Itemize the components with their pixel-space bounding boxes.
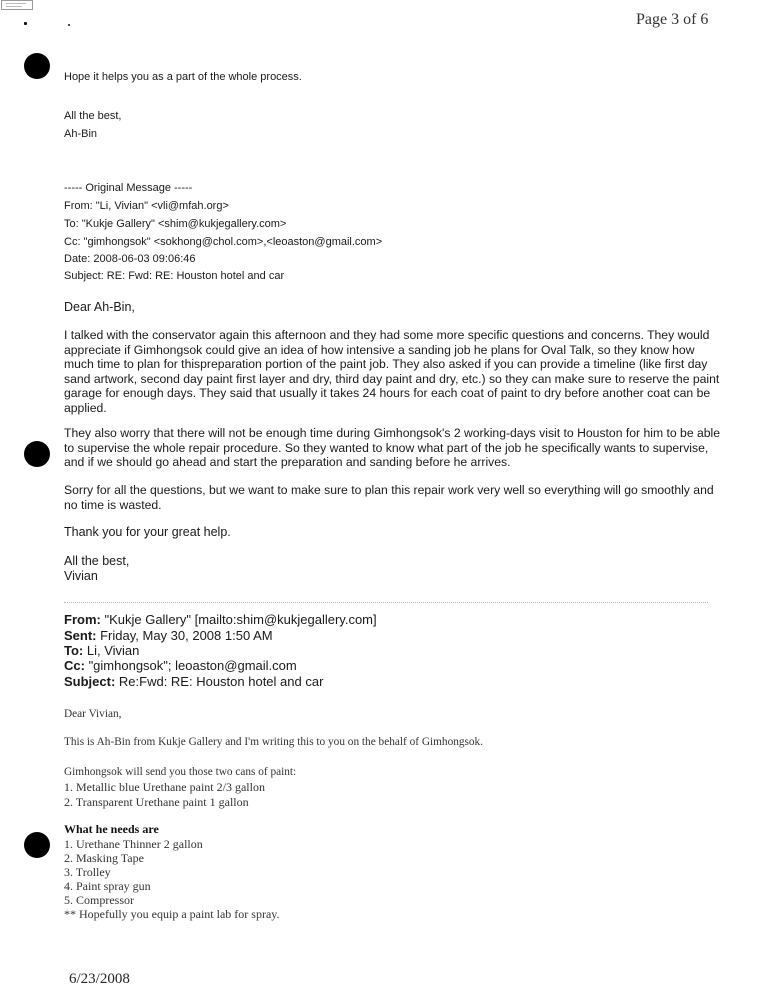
page-number: Page 3 of 6	[636, 11, 709, 28]
original-to: To: "Kukje Gallery" <shim@kukjegallery.com>	[64, 218, 287, 230]
scan-stamp	[1, 0, 33, 10]
fwd-sent-value: Friday, May 30, 2008 1:50 AM	[96, 628, 273, 643]
letter-paragraph: I talked with the conservator again this afternoon and they had some more specific questions and concerns. They would appreciate if Gimhongsok could give an idea of how intensive a sanding job he plans for Oval Talk, so they know how much time to plan for thispreparation portion of the paint job. They also asked if you can provide a timeline (like first day sand artwork, second day paint first layer and dry, third day paint and dry, etc.) so they can make sure to reserve the paint garage for enough days. They said that usually it takes 24 hours for each coat of paint to dry before another coat can be applied.	[64, 328, 720, 415]
original-message-heading: ----- Original Message -----	[64, 182, 193, 194]
intro-signature: Ah-Bin	[64, 128, 98, 140]
original-subject: Subject: RE: Fwd: RE: Houston hotel and car	[64, 270, 285, 282]
fwd-subject	[64, 674, 323, 689]
reply-intro: This is Ah-Bin from Kukje Gallery and I'm writing this to you on the behalf of Gimhongsok.	[64, 736, 484, 748]
fwd-to-value: Li, Vivian	[83, 643, 140, 658]
fwd-subject-label: Subject:	[64, 674, 116, 689]
original-cc: Cc: "gimhongsok" <sokhong@chol.com>,<leoaston@gmail.com>	[64, 236, 383, 248]
fwd-from-value: "Kukje Gallery" [mailto:shim@kukjegallery.com]	[100, 612, 377, 627]
letter-signature: Vivian	[64, 569, 98, 583]
needs-item: 2. Masking Tape	[64, 851, 144, 865]
paint-item: 2. Transparent Urethane paint 1 gallon	[64, 795, 249, 809]
needs-heading: What he needs are	[64, 822, 159, 836]
scan-mark	[68, 24, 70, 26]
original-date: Date: 2008-06-03 09:06:46	[64, 253, 196, 265]
paint-item: 1. Metallic blue Urethane paint 2/3 gallon	[64, 780, 265, 794]
punch-hole	[24, 53, 50, 79]
reply-paint-intro: Gimhongsok will send you those two cans of paint:	[64, 766, 297, 778]
original-from: From: "Li, Vivian" <vli@mfah.org>	[64, 200, 229, 212]
fwd-sent	[64, 628, 273, 643]
fwd-from-label: From:	[64, 612, 101, 627]
fwd-cc	[64, 658, 297, 673]
needs-item: 3. Trolley	[64, 865, 111, 879]
divider	[64, 602, 708, 603]
needs-item: 1. Urethane Thinner 2 gallon	[64, 837, 203, 851]
fwd-from	[64, 612, 377, 627]
reply-greeting: Dear Vivian,	[64, 708, 122, 720]
punch-hole	[24, 832, 50, 858]
fwd-to	[64, 643, 139, 658]
letter-paragraph: Sorry for all the questions, but we want to make sure to plan this repair work very well so everything will go smoothly and no time is wasted.	[64, 483, 714, 512]
letter-closing: All the best,	[64, 554, 130, 568]
fwd-to-label: To:	[64, 643, 84, 658]
needs-item: 4. Paint spray gun	[64, 879, 151, 893]
needs-item: 5. Compressor	[64, 893, 134, 907]
letter-paragraph: They also worry that there will not be enough time during Gimhongsok's 2 working-days visit to Houston for him to be able to supervise the whole repair procedure. So they wanted to know what part of the job he specifically wants to supervise, and if we should go ahead and start the preparation and sanding before he arrives.	[64, 426, 721, 470]
letter-greeting: Dear Ah-Bin,	[64, 300, 135, 314]
fwd-subject-value: Re:Fwd: RE: Houston hotel and car	[115, 674, 324, 689]
fwd-cc-label: Cc:	[64, 658, 85, 673]
intro-line: Hope it helps you as a part of the whole process.	[64, 71, 302, 83]
footer-date: 6/23/2008	[69, 971, 130, 987]
scan-mark	[24, 22, 27, 25]
fwd-cc-value: "gimhongsok"; leoaston@gmail.com	[84, 658, 297, 673]
intro-closing: All the best,	[64, 110, 122, 122]
needs-note: ** Hopefully you equip a paint lab for spray.	[64, 907, 280, 921]
letter-thanks: Thank you for your great help.	[64, 525, 231, 539]
fwd-sent-label: Sent:	[64, 628, 97, 643]
punch-hole	[24, 441, 50, 467]
